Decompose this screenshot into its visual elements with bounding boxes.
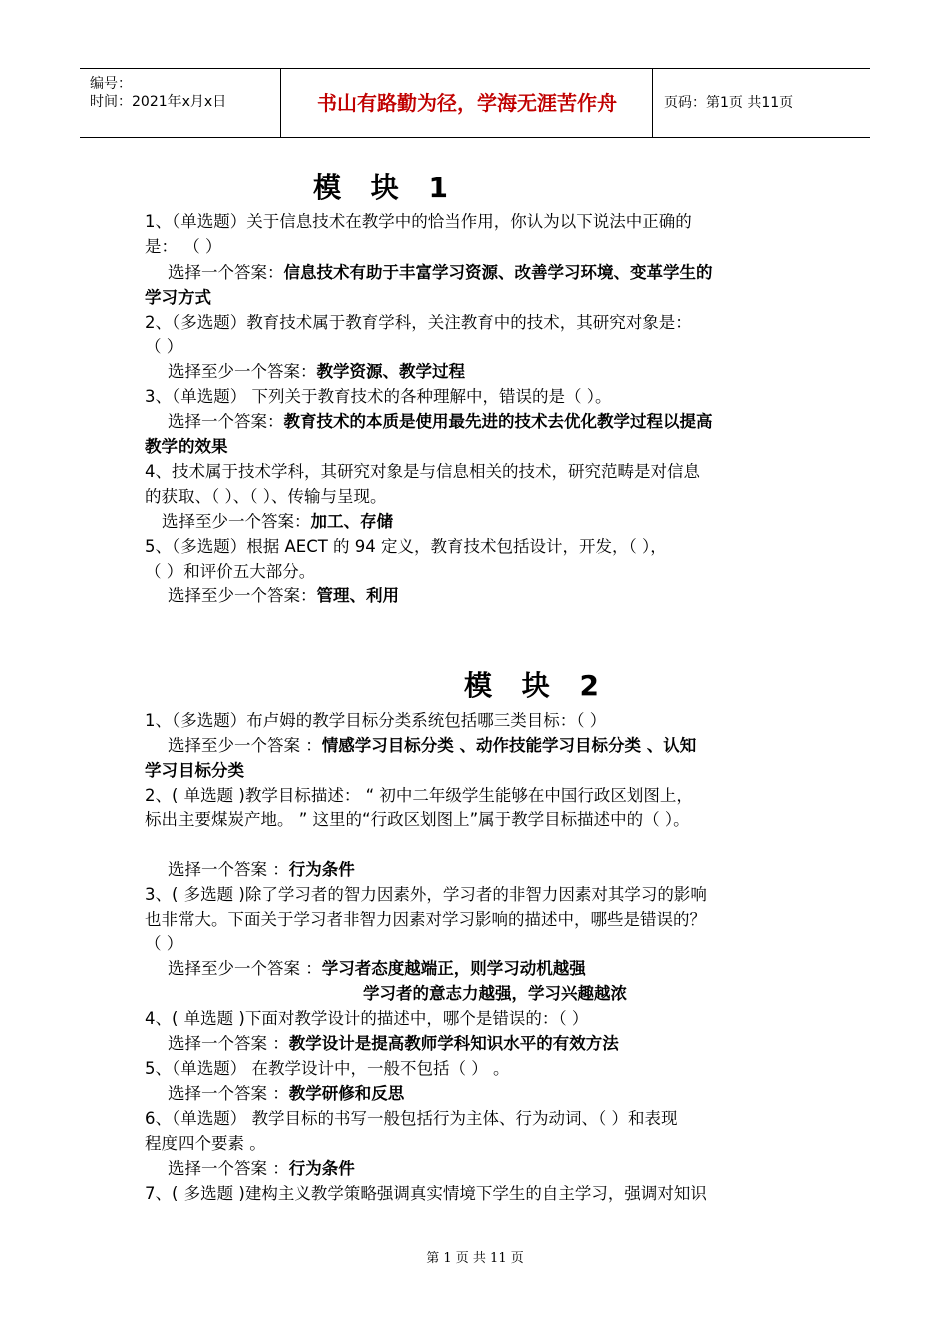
m1-q5-line2: （ ）和评价五大部分。 — [145, 562, 316, 581]
answer-prompt: 选择一个答案 ： — [168, 1159, 289, 1178]
answer-prompt: 选择至少一个答案： — [168, 362, 317, 381]
m2-q3-line2: 也非常大。下面关于学习者非智力因素对学习影响的描述中，哪些是错误的？ — [145, 910, 706, 929]
m1-q4-answer — [145, 508, 393, 532]
answer-text: 行为条件 — [288, 1159, 355, 1178]
m2-q2-line2: 标出主要煤炭产地。 ” 这里的“行政区划图上”属于教学目标描述中的（ ）。 — [145, 810, 690, 829]
m2-q3-answer-2: 学习者的意志力越强，学习兴趣越浓 — [363, 984, 627, 1003]
m2-q1-line1: 1、（多选题）布卢姆的教学目标分类系统包括哪三类目标：（ ） — [145, 711, 607, 730]
m2-q4-answer — [145, 1030, 619, 1054]
m2-q2-line1: 2、( 单选题 )教学目标描述： “ 初中二年级学生能够在中国行政区划图上， — [145, 786, 693, 805]
m2-q6-line2: 程度四个要素 。 — [145, 1134, 266, 1153]
answer-text: 管理、利用 — [316, 586, 399, 605]
m2-q4-line1: 4、( 单选题 )下面对教学设计的描述中，哪个是错误的：（ ） — [145, 1009, 589, 1028]
m1-q2-line1: 2、（多选题）教育技术属于教育学科，关注教育中的技术，其研究对象是： — [145, 313, 692, 332]
header-meta-cell — [80, 69, 281, 137]
m1-q3-answer-cont: 教学的效果 — [145, 437, 228, 456]
m2-q1-answer-cont: 学习目标分类 — [145, 761, 244, 780]
answer-prompt: 选择一个答案 ： — [168, 860, 289, 879]
answer-text: 信息技术有助于丰富学习资源、改善学习环境、变革学生的 — [283, 263, 713, 282]
m2-q7-line1: 7、( 多选题 )建构主义教学策略强调真实情境下学生的自主学习，强调对知识 — [145, 1184, 707, 1203]
answer-text: 教育技术的本质是使用最先进的技术去优化教学过程以提高 — [283, 412, 713, 431]
m1-q4-line2: 的获取、（ ）、（ ）、传输与呈现。 — [145, 487, 387, 506]
answer-prompt: 选择至少一个答案 ： — [168, 736, 322, 755]
answer-text: 教学设计是提高教师学科知识水平的有效方法 — [288, 1034, 619, 1053]
m2-q1-answer — [145, 732, 696, 756]
header-motto: 书山有路勤为径，学海无涯苦作舟 — [282, 69, 653, 137]
m1-q3-answer — [145, 408, 713, 432]
header-page-info: 页码：第1页 共11页 — [664, 95, 794, 111]
module2-title: 模 块 2 — [464, 669, 609, 702]
answer-text: 教学研修和反思 — [288, 1084, 405, 1103]
m1-q1-answer-cont: 学习方式 — [145, 288, 211, 307]
answer-prompt: 选择一个答案： — [168, 263, 284, 282]
page-footer: 第 1 页 共 11 页 — [426, 1251, 524, 1266]
m2-q6-answer — [145, 1155, 355, 1179]
m1-q1-line2: 是： （ ） — [145, 237, 222, 256]
m1-q3-line1: 3、（单选题） 下列关于教育技术的各种理解中，错误的是（ ）。 — [145, 387, 612, 406]
answer-text: 教学资源、教学过程 — [316, 362, 465, 381]
answer-prompt: 选择一个答案： — [168, 412, 284, 431]
answer-prompt: 选择至少一个答案 ： — [168, 959, 322, 978]
answer-prompt: 选择一个答案 ： — [168, 1034, 289, 1053]
answer-text: 加工、存储 — [310, 512, 393, 531]
m1-q1-line1: 1、（单选题）关于信息技术在教学中的恰当作用，你认为以下说法中正确的 — [145, 212, 692, 231]
m2-q6-line1: 6、（单选题） 教学目标的书写一般包括行为主体、行为动词、（ ）和表现 — [145, 1109, 678, 1128]
m1-q2-line2: （ ） — [145, 337, 184, 356]
m1-q2-answer — [145, 358, 465, 382]
m2-q3-line3: （ ） — [145, 934, 184, 953]
m2-q5-line1: 5、（单选题） 在教学设计中，一般不包括（ ） 。 — [145, 1059, 510, 1078]
module1-title: 模 块 1 — [313, 171, 458, 204]
answer-text: 学习者态度越端正，则学习动机越强 — [321, 959, 586, 978]
m2-q3-line1: 3、( 多选题 )除了学习者的智力因素外，学习者的非智力因素对其学习的影响 — [145, 885, 707, 904]
number-label: 编号： — [90, 76, 132, 92]
m1-q4-line1: 4、技术属于技术学科，其研究对象是与信息相关的技术，研究范畴是对信息 — [145, 462, 700, 481]
m1-q5-line1: 5、（多选题）根据 AECT 的 94 定义，教育技术包括设计，开发，（ ）， — [145, 537, 667, 556]
answer-prompt: 选择一个答案 ： — [168, 1084, 289, 1103]
answer-prompt: 选择至少一个答案： — [168, 586, 317, 605]
m2-q3-answer — [145, 955, 586, 979]
m1-q5-answer — [145, 582, 399, 606]
answer-text: 行为条件 — [288, 860, 355, 879]
m2-q5-answer — [145, 1080, 404, 1104]
answer-text: 情感学习目标分类 、动作技能学习目标分类 、认知 — [321, 736, 697, 755]
m2-q2-answer — [145, 856, 355, 880]
page-header — [80, 68, 870, 138]
time-label: 时间：2021年x月x日 — [90, 94, 227, 110]
m1-q1-answer — [145, 259, 713, 283]
answer-prompt: 选择至少一个答案： — [162, 512, 311, 531]
